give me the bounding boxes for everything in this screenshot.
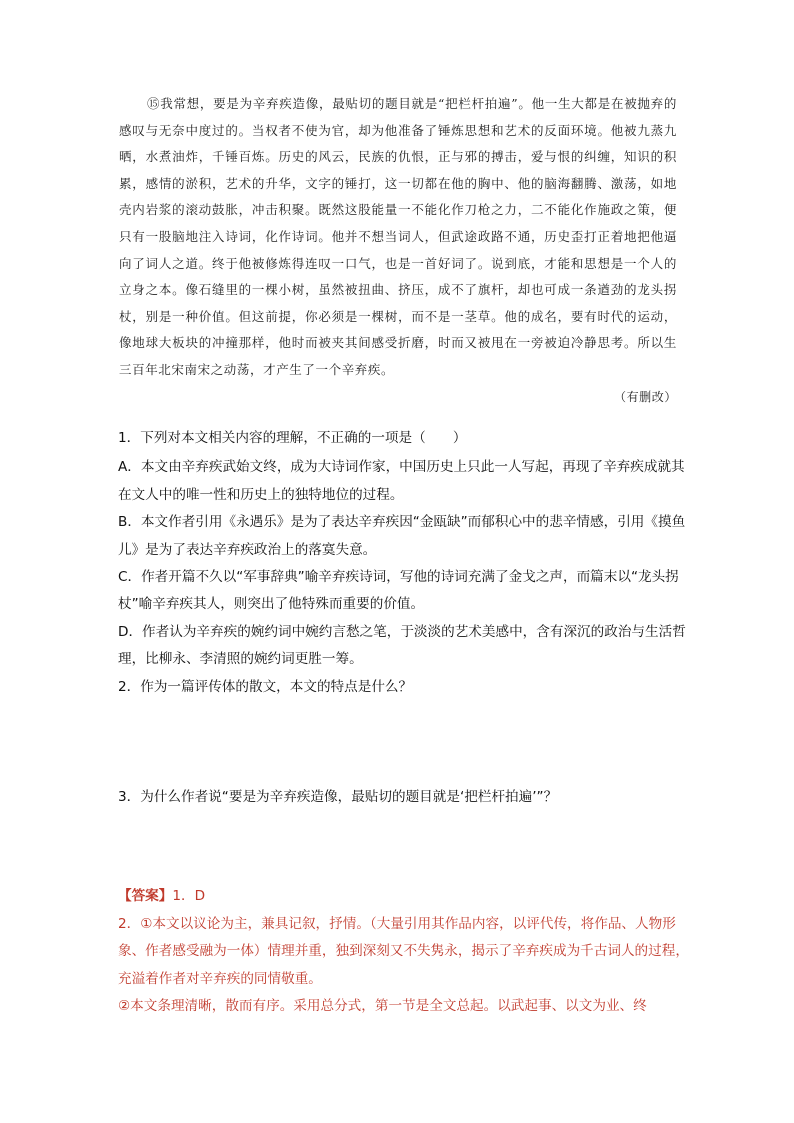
question-2: 2．作为一篇评传体的散文，本文的特点是什么？ — [118, 678, 413, 695]
question-1-option-c: C．作者开篇不久以“军事辞典”喻辛弃疾诗词，写他的诗词充满了金戈之声，而篇末以“龙头拐杖”喻辛弃疾其人，则突出了他特殊而重要的价值。 — [118, 569, 679, 613]
question-1-option-a: A．本文由辛弃疾武始文终，成为大诗词作家，中国历史上只此一人写起，再现了辛弃疾成就其在文人中的唯一性和历史上的独特地位的过程。 — [118, 459, 685, 503]
questions-section — [118, 425, 690, 1021]
answer-section — [118, 883, 690, 1020]
passage-credit: （有删改） — [613, 389, 677, 404]
reading-passage — [119, 91, 677, 410]
question-1-option-d: D．作者认为辛弃疾的婉约词中婉约言愁之笔，于淡淡的艺术美感中，含有深沉的政治与生活哲理，比柳永、李清照的婉约词更胜一筹。 — [118, 623, 686, 668]
answer-label: 【答案】 — [118, 888, 173, 905]
question-3: 3．为什么作者说“要是为辛弃疾造像，最贴切的题目就是‘把栏杆拍遍’”？ — [118, 789, 558, 806]
answer-space-q2 — [118, 701, 690, 784]
answer-line-1 — [118, 883, 690, 910]
question-1-stem: 1．下列对本文相关内容的理解，不正确的一项是（ ） — [118, 430, 467, 446]
passage-paragraph-15: ⑮我常想，要是为辛弃疾造像，最贴切的题目就是“把栏杆拍遍”。他一生大都是在被抛弃的感叹与无奈中度过的。当权者不使为官，却为他准备了锤炼思想和艺术的反面环境。他被九蒸九晒，水煮油炸，千锤百炼。历史的风云，民族的仇恨，正与邪的搏击，爱与恨的纠缠，知识的积累，感情的淤积，艺术的升华，文字的锤打，这一切都在他的胸中、他的脑海翻腾、激荡，如地壳内岩浆的滚动鼓胀，冲击积聚。既然这股能量一不能化作刀枪之力，二不能化作施政之策，便只有一股脑地注入诗词，化作诗词。他并不想当词人，但武途政路不通，历史歪打正着地把他逼向了词人之道。终于他被修炼得连叹一口气，也是一首好词了。说到底，才能和思想是一个人的立身之本。像石缝里的一棵小树，虽然被扭曲、挤压，成不了旗杆，却也可成一条遒劲的龙头拐杖，别是一种价值。但这前提，你必须是一棵树，而不是一茎草。他的成名，要有时代的运动，像地球大板块的冲撞那样，他时而被夹其间感受折磨，时而又被甩在一旁被迫冷静思考。所以生三百年北宋南宋之动荡，才产生了一个辛弃疾。 — [119, 96, 677, 377]
question-1-option-b: B．本文作者引用《永遇乐》是为了表达辛弃疾因“金瓯缺”而郁积心中的悲辛情感，引用《摸鱼儿》是为了表达辛弃疾政治上的落寞失意。 — [118, 514, 686, 558]
answer-2-part-1: 2．①本文以议论为主，兼具记叙，抒情。（大量引用其作品内容，以评代传，将作品、人物形象、作者感受融为一体）情理并重，独到深刻又不失隽永，揭示了辛弃疾成为千古词人的过程，充溢着作者对辛弃疾的同情敬重。 — [118, 915, 689, 987]
answer-1: 1．D — [172, 888, 206, 905]
answer-space-q3 — [118, 811, 690, 883]
answer-2-part-2: ②本文条理清晰，散而有序。采用总分式，第一节是全文总起。以武起事、以文为业、终 — [118, 998, 647, 1015]
